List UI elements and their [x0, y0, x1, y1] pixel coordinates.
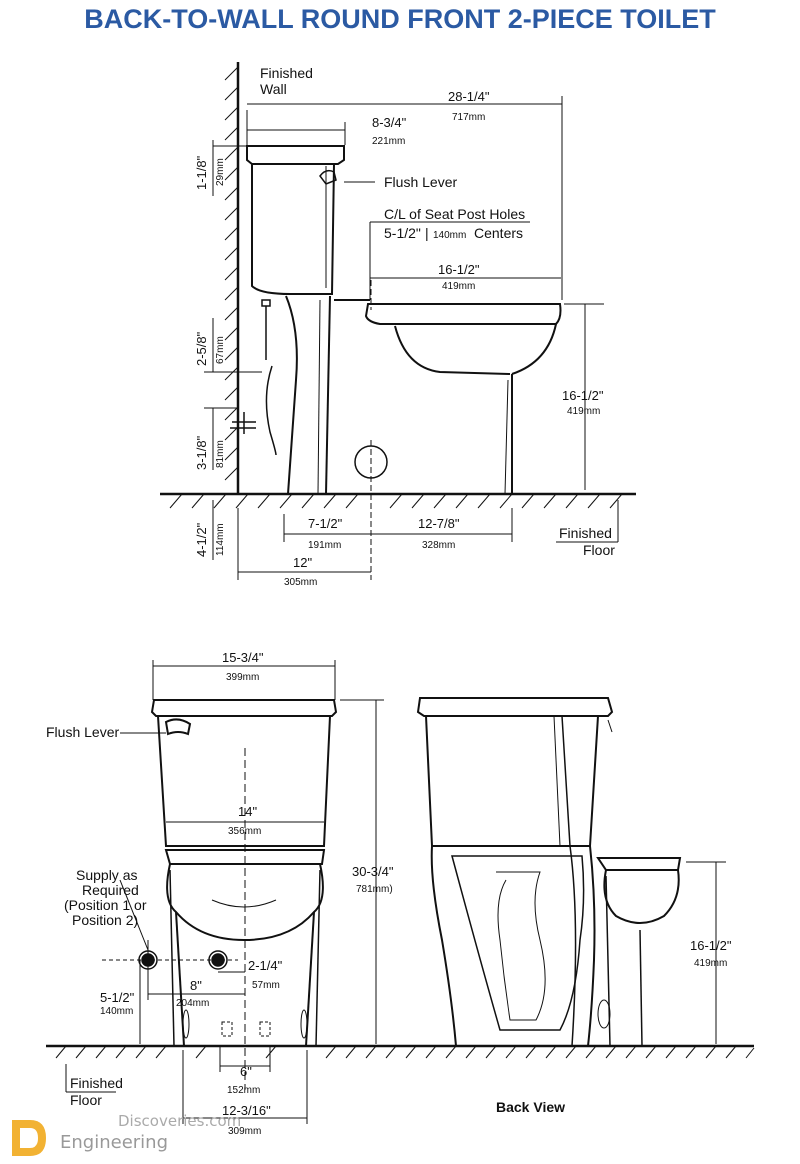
supply-span-in: 8" — [190, 978, 202, 993]
supply-height-in: 3-1/8" — [194, 435, 209, 470]
seat-post-dim-in: 5-1/2" — [384, 225, 421, 241]
front-tank — [152, 700, 336, 846]
supply-off-in: 2-1/4" — [248, 958, 283, 973]
tank-width-in: 14" — [238, 804, 258, 819]
front-width-mm: 399mm — [226, 672, 260, 683]
tank-width-mm: 356mm — [228, 826, 262, 837]
tank-offset-mm: 221mm — [372, 136, 406, 147]
watermark-line2: Engineering — [60, 1132, 168, 1153]
overall-depth-in: 28-1/4" — [448, 89, 490, 104]
seat-post-label: C/L of Seat Post Holes — [384, 206, 526, 222]
front-floor-label-1: Finished — [70, 1075, 123, 1091]
floor-below-mm: 114mm — [215, 523, 226, 556]
floor-below-in: 4-1/2" — [194, 522, 209, 557]
side-bowl — [366, 304, 561, 494]
outlet-b-mm: 328mm — [422, 540, 456, 551]
front-floor-hatch — [56, 1046, 754, 1058]
side-pedestal — [286, 296, 370, 494]
watermark-line1: Discoveries.com — [118, 1112, 242, 1130]
back-height-in: 16-1/2" — [690, 938, 732, 953]
bowl-height-mm: 419mm — [567, 406, 601, 417]
base-mm: 309mm — [228, 1126, 262, 1137]
back-view-label: Back View — [496, 1099, 566, 1115]
wall-label-2: Wall — [260, 81, 287, 97]
bolt-mm: 152mm — [227, 1085, 261, 1096]
supply-in: 2-5/8" — [194, 331, 209, 366]
seat-depth-mm: 419mm — [442, 281, 476, 292]
floor-label-1: Finished — [559, 525, 612, 541]
floor-hatch — [170, 494, 622, 508]
floor-label-2: Floor — [583, 542, 615, 558]
supply-note-3: (Position 1 or — [64, 897, 147, 913]
rough-in: 12" — [293, 555, 313, 570]
supply-h-mm: 140mm — [100, 1006, 134, 1017]
bowl-height-in: 16-1/2" — [562, 388, 604, 403]
supply-off-mm: 57mm — [252, 980, 280, 991]
height-mm: 781mm) — [356, 884, 393, 895]
side-tank — [247, 146, 344, 294]
wall-label-1: Finished — [260, 65, 313, 81]
overall-depth-mm: 717mm — [452, 112, 486, 123]
seat-post-tail: Centers — [474, 225, 524, 241]
supply-span-mm: 204mm — [176, 998, 210, 1009]
page-title: BACK-TO-WALL ROUND FRONT 2-PIECE TOILET — [84, 4, 716, 34]
front-view — [46, 660, 754, 1124]
supply-note-1: Supply as — [76, 867, 138, 883]
seat-depth-in: 16-1/2" — [438, 262, 480, 277]
supply-note-4: Position 2) — [72, 912, 139, 928]
side-labels — [194, 65, 615, 588]
tank-top-mm: 29mm — [215, 158, 226, 186]
outlet-a-mm: 191mm — [308, 540, 342, 551]
back-labels — [496, 938, 732, 1115]
wall-hatch — [225, 67, 238, 480]
supply-mm: 67mm — [215, 336, 226, 364]
height-in: 30-3/4" — [352, 864, 394, 879]
base-in: 12-3/16" — [222, 1103, 271, 1118]
seat-post-sep: | — [425, 225, 429, 241]
supply-note-2: Required — [82, 882, 139, 898]
tank-offset-in: 8-3/4" — [372, 115, 407, 130]
back-height-mm: 419mm — [694, 958, 728, 969]
outlet-b-in: 12-7/8" — [418, 516, 460, 531]
rough-mm: 305mm — [284, 577, 318, 588]
supply-height-mm: 81mm — [215, 440, 226, 468]
seat-post-dim-mm: 140mm — [433, 230, 467, 241]
outlet-a-in: 7-1/2" — [308, 516, 343, 531]
watermark-logo — [12, 1112, 241, 1156]
front-flush-lever-icon — [166, 719, 190, 734]
front-flush-lever-label: Flush Lever — [46, 724, 120, 740]
bolt-in: 6" — [240, 1064, 252, 1079]
flush-lever-label: Flush Lever — [384, 174, 458, 190]
tank-top-in: 1-1/8" — [194, 155, 209, 190]
front-floor-label-2: Floor — [70, 1092, 102, 1108]
supply-h-in: 5-1/2" — [100, 990, 135, 1005]
front-width-in: 15-3/4" — [222, 650, 264, 665]
back-view — [418, 698, 726, 1046]
